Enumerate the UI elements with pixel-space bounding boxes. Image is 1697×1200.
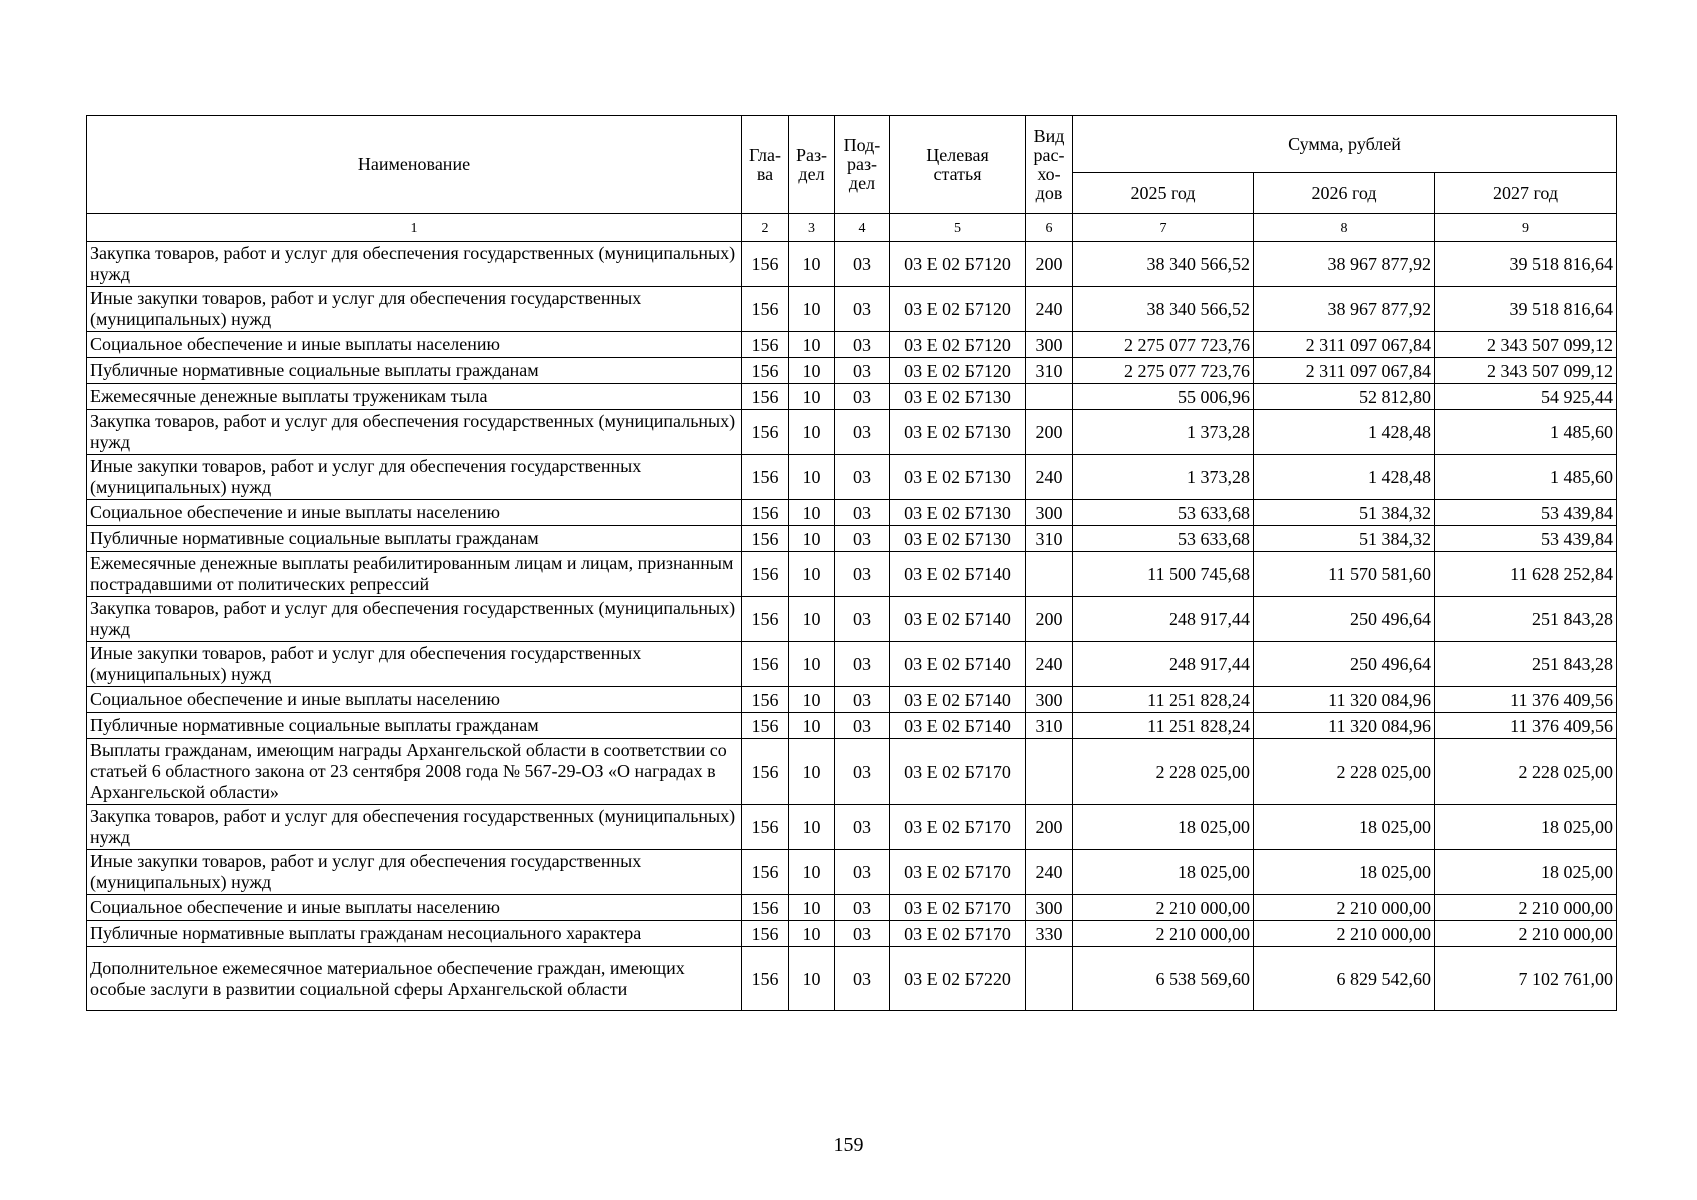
row-chapter: 156 xyxy=(742,242,789,287)
row-sum-2026: 2 228 025,00 xyxy=(1254,739,1435,805)
row-subsection: 03 xyxy=(835,287,890,332)
row-chapter: 156 xyxy=(742,500,789,526)
row-chapter: 156 xyxy=(742,921,789,947)
row-target: 03 Е 02 Б7130 xyxy=(890,384,1026,410)
row-expense-type: 300 xyxy=(1026,895,1073,921)
row-subsection: 03 xyxy=(835,526,890,552)
row-subsection: 03 xyxy=(835,805,890,850)
row-section: 10 xyxy=(789,850,835,895)
row-chapter: 156 xyxy=(742,332,789,358)
row-name: Публичные нормативные социальные выплаты гражданам xyxy=(87,713,742,739)
table-row xyxy=(87,242,1617,287)
header-subsection xyxy=(835,116,890,214)
table-row xyxy=(87,597,1617,642)
table-row xyxy=(87,642,1617,687)
page-number: 159 xyxy=(833,1134,864,1156)
row-sum-2027: 11 376 409,56 xyxy=(1435,713,1617,739)
row-sum-2026: 6 829 542,60 xyxy=(1254,947,1435,1011)
row-chapter: 156 xyxy=(742,642,789,687)
row-expense-type: 310 xyxy=(1026,526,1073,552)
row-target: 03 Е 02 Б7140 xyxy=(890,642,1026,687)
row-section: 10 xyxy=(789,597,835,642)
header-subsection-label: Под- раз- дел xyxy=(843,135,881,193)
row-subsection: 03 xyxy=(835,242,890,287)
row-section: 10 xyxy=(789,552,835,597)
row-name: Публичные нормативные выплаты гражданам несоциального характера xyxy=(87,921,742,947)
row-sum-2026: 38 967 877,92 xyxy=(1254,287,1435,332)
row-expense-type: 310 xyxy=(1026,358,1073,384)
row-sum-2026: 2 311 097 067,84 xyxy=(1254,332,1435,358)
row-sum-2026: 1 428,48 xyxy=(1254,410,1435,455)
table-row xyxy=(87,287,1617,332)
column-number: 6 xyxy=(1026,214,1073,242)
row-section: 10 xyxy=(789,242,835,287)
row-target: 03 Е 02 Б7140 xyxy=(890,597,1026,642)
column-number: 2 xyxy=(742,214,789,242)
row-chapter: 156 xyxy=(742,947,789,1011)
row-sum-2026: 2 210 000,00 xyxy=(1254,921,1435,947)
row-chapter: 156 xyxy=(742,526,789,552)
row-name: Иные закупки товаров, работ и услуг для обеспечения государственных (муниципальных) нужд xyxy=(87,287,742,332)
row-sum-2027: 7 102 761,00 xyxy=(1435,947,1617,1011)
row-sum-2027: 11 376 409,56 xyxy=(1435,687,1617,713)
row-sum-2025: 55 006,96 xyxy=(1073,384,1254,410)
table-row xyxy=(87,384,1617,410)
row-expense-type xyxy=(1026,947,1073,1011)
row-name: Социальное обеспечение и иные выплаты населению xyxy=(87,687,742,713)
row-sum-2025: 11 500 745,68 xyxy=(1073,552,1254,597)
header-chapter xyxy=(742,116,789,214)
row-sum-2025: 18 025,00 xyxy=(1073,850,1254,895)
row-sum-2027: 1 485,60 xyxy=(1435,410,1617,455)
row-sum-2025: 2 210 000,00 xyxy=(1073,921,1254,947)
row-subsection: 03 xyxy=(835,687,890,713)
row-section: 10 xyxy=(789,332,835,358)
row-chapter: 156 xyxy=(742,713,789,739)
row-target: 03 Е 02 Б7130 xyxy=(890,410,1026,455)
column-number: 9 xyxy=(1435,214,1617,242)
table-body xyxy=(87,242,1617,1011)
column-number-row xyxy=(87,214,1617,242)
row-target: 03 Е 02 Б7120 xyxy=(890,242,1026,287)
table-row xyxy=(87,895,1617,921)
row-subsection: 03 xyxy=(835,455,890,500)
row-subsection: 03 xyxy=(835,947,890,1011)
row-name: Закупка товаров, работ и услуг для обеспечения государственных (муниципальных) нужд xyxy=(87,805,742,850)
row-subsection: 03 xyxy=(835,597,890,642)
row-sum-2025: 248 917,44 xyxy=(1073,642,1254,687)
row-name: Социальное обеспечение и иные выплаты населению xyxy=(87,895,742,921)
row-chapter: 156 xyxy=(742,895,789,921)
row-target: 03 Е 02 Б7220 xyxy=(890,947,1026,1011)
row-sum-2025: 11 251 828,24 xyxy=(1073,687,1254,713)
row-chapter: 156 xyxy=(742,287,789,332)
row-target: 03 Е 02 Б7170 xyxy=(890,850,1026,895)
row-name: Иные закупки товаров, работ и услуг для обеспечения государственных (муниципальных) нужд xyxy=(87,642,742,687)
row-sum-2027: 251 843,28 xyxy=(1435,597,1617,642)
column-number: 3 xyxy=(789,214,835,242)
row-sum-2025: 1 373,28 xyxy=(1073,455,1254,500)
row-subsection: 03 xyxy=(835,895,890,921)
row-expense-type: 200 xyxy=(1026,410,1073,455)
row-target: 03 Е 02 Б7120 xyxy=(890,332,1026,358)
row-sum-2025: 1 373,28 xyxy=(1073,410,1254,455)
row-chapter: 156 xyxy=(742,410,789,455)
row-expense-type: 240 xyxy=(1026,287,1073,332)
table-row xyxy=(87,410,1617,455)
column-number: 5 xyxy=(890,214,1026,242)
header-section-label: Раз- дел xyxy=(795,144,828,184)
row-sum-2025: 2 275 077 723,76 xyxy=(1073,358,1254,384)
row-name: Публичные нормативные социальные выплаты гражданам xyxy=(87,358,742,384)
table-row xyxy=(87,455,1617,500)
row-expense-type: 240 xyxy=(1026,850,1073,895)
row-sum-2025: 11 251 828,24 xyxy=(1073,713,1254,739)
row-sum-2026: 38 967 877,92 xyxy=(1254,242,1435,287)
row-sum-2025: 18 025,00 xyxy=(1073,805,1254,850)
row-chapter: 156 xyxy=(742,552,789,597)
row-name: Публичные нормативные социальные выплаты гражданам xyxy=(87,526,742,552)
row-section: 10 xyxy=(789,739,835,805)
row-sum-2025: 53 633,68 xyxy=(1073,526,1254,552)
row-chapter: 156 xyxy=(742,597,789,642)
table-row xyxy=(87,805,1617,850)
row-target: 03 Е 02 Б7140 xyxy=(890,687,1026,713)
row-sum-2025: 2 228 025,00 xyxy=(1073,739,1254,805)
row-sum-2027: 54 925,44 xyxy=(1435,384,1617,410)
row-subsection: 03 xyxy=(835,552,890,597)
header-2026: 2026 год xyxy=(1254,173,1435,214)
table-row xyxy=(87,739,1617,805)
row-section: 10 xyxy=(789,455,835,500)
column-number: 7 xyxy=(1073,214,1254,242)
row-target: 03 Е 02 Б7130 xyxy=(890,500,1026,526)
row-target: 03 Е 02 Б7120 xyxy=(890,287,1026,332)
row-expense-type: 310 xyxy=(1026,713,1073,739)
row-name: Закупка товаров, работ и услуг для обеспечения государственных (муниципальных) нужд xyxy=(87,242,742,287)
row-expense-type: 200 xyxy=(1026,597,1073,642)
row-target: 03 Е 02 Б7170 xyxy=(890,895,1026,921)
row-name: Дополнительное ежемесячное материальное обеспечение граждан, имеющих особые заслуги в развитии социальной сферы Архангельской области xyxy=(87,947,742,1011)
row-subsection: 03 xyxy=(835,332,890,358)
row-expense-type: 200 xyxy=(1026,805,1073,850)
row-section: 10 xyxy=(789,921,835,947)
header-expense-type xyxy=(1026,116,1073,214)
table-row xyxy=(87,713,1617,739)
row-sum-2026: 250 496,64 xyxy=(1254,642,1435,687)
header-name: Наименование xyxy=(87,116,742,214)
header-chapter-label: Гла- ва xyxy=(748,144,782,184)
row-sum-2025: 38 340 566,52 xyxy=(1073,242,1254,287)
row-section: 10 xyxy=(789,287,835,332)
row-sum-2025: 38 340 566,52 xyxy=(1073,287,1254,332)
row-subsection: 03 xyxy=(835,713,890,739)
row-expense-type xyxy=(1026,384,1073,410)
row-subsection: 03 xyxy=(835,850,890,895)
row-sum-2026: 11 320 084,96 xyxy=(1254,713,1435,739)
table-row xyxy=(87,526,1617,552)
row-target: 03 Е 02 Б7120 xyxy=(890,358,1026,384)
row-expense-type: 240 xyxy=(1026,642,1073,687)
table-row xyxy=(87,850,1617,895)
row-target: 03 Е 02 Б7170 xyxy=(890,921,1026,947)
row-subsection: 03 xyxy=(835,384,890,410)
row-expense-type xyxy=(1026,739,1073,805)
table-row xyxy=(87,332,1617,358)
row-sum-2027: 53 439,84 xyxy=(1435,526,1617,552)
row-target: 03 Е 02 Б7170 xyxy=(890,739,1026,805)
row-sum-2027: 11 628 252,84 xyxy=(1435,552,1617,597)
row-subsection: 03 xyxy=(835,642,890,687)
row-name: Ежемесячные денежные выплаты труженикам тыла xyxy=(87,384,742,410)
row-target: 03 Е 02 Б7170 xyxy=(890,805,1026,850)
row-sum-2026: 52 812,80 xyxy=(1254,384,1435,410)
row-name: Закупка товаров, работ и услуг для обеспечения государственных (муниципальных) нужд xyxy=(87,410,742,455)
row-subsection: 03 xyxy=(835,739,890,805)
row-subsection: 03 xyxy=(835,921,890,947)
table-row xyxy=(87,552,1617,597)
row-sum-2027: 1 485,60 xyxy=(1435,455,1617,500)
row-sum-2027: 2 210 000,00 xyxy=(1435,921,1617,947)
row-sum-2027: 39 518 816,64 xyxy=(1435,287,1617,332)
row-sum-2027: 2 210 000,00 xyxy=(1435,895,1617,921)
row-sum-2027: 2 343 507 099,12 xyxy=(1435,358,1617,384)
row-section: 10 xyxy=(789,713,835,739)
row-sum-2027: 2 343 507 099,12 xyxy=(1435,332,1617,358)
row-sum-2027: 53 439,84 xyxy=(1435,500,1617,526)
row-target: 03 Е 02 Б7140 xyxy=(890,552,1026,597)
row-sum-2027: 18 025,00 xyxy=(1435,850,1617,895)
row-section: 10 xyxy=(789,805,835,850)
row-sum-2025: 6 538 569,60 xyxy=(1073,947,1254,1011)
row-expense-type: 200 xyxy=(1026,242,1073,287)
column-number: 4 xyxy=(835,214,890,242)
row-target: 03 Е 02 Б7130 xyxy=(890,455,1026,500)
budget-table xyxy=(86,115,1617,1011)
row-chapter: 156 xyxy=(742,687,789,713)
row-expense-type: 240 xyxy=(1026,455,1073,500)
row-name: Иные закупки товаров, работ и услуг для обеспечения государственных (муниципальных) нужд xyxy=(87,455,742,500)
row-section: 10 xyxy=(789,526,835,552)
row-subsection: 03 xyxy=(835,500,890,526)
header-expense-type-label: Вид рас- хо- дов xyxy=(1033,125,1065,203)
row-chapter: 156 xyxy=(742,739,789,805)
column-number: 1 xyxy=(87,214,742,242)
row-sum-2026: 18 025,00 xyxy=(1254,850,1435,895)
header-target-label: Целевая статья xyxy=(926,144,989,184)
row-name: Выплаты гражданам, имеющим награды Архангельской области в соответствии со статьей 6 областного закона от 23 сентября 2008 года № 567-29-ОЗ «О наградах в Архангельской области» xyxy=(87,739,742,805)
row-chapter: 156 xyxy=(742,358,789,384)
row-name: Закупка товаров, работ и услуг для обеспечения государственных (муниципальных) нужд xyxy=(87,597,742,642)
header-target xyxy=(890,116,1026,214)
row-expense-type: 330 xyxy=(1026,921,1073,947)
table-row xyxy=(87,947,1617,1011)
row-sum-2026: 11 570 581,60 xyxy=(1254,552,1435,597)
column-number: 8 xyxy=(1254,214,1435,242)
header-2025: 2025 год xyxy=(1073,173,1254,214)
row-section: 10 xyxy=(789,947,835,1011)
row-sum-2026: 51 384,32 xyxy=(1254,526,1435,552)
row-section: 10 xyxy=(789,410,835,455)
row-sum-2027: 2 228 025,00 xyxy=(1435,739,1617,805)
table-row xyxy=(87,358,1617,384)
row-section: 10 xyxy=(789,358,835,384)
row-name: Социальное обеспечение и иные выплаты населению xyxy=(87,500,742,526)
row-chapter: 156 xyxy=(742,384,789,410)
row-sum-2026: 2 311 097 067,84 xyxy=(1254,358,1435,384)
row-expense-type: 300 xyxy=(1026,332,1073,358)
row-sum-2026: 18 025,00 xyxy=(1254,805,1435,850)
row-sum-2027: 18 025,00 xyxy=(1435,805,1617,850)
header-2027: 2027 год xyxy=(1435,173,1617,214)
row-subsection: 03 xyxy=(835,358,890,384)
table-row xyxy=(87,921,1617,947)
row-expense-type: 300 xyxy=(1026,687,1073,713)
row-sum-2025: 2 275 077 723,76 xyxy=(1073,332,1254,358)
header-section xyxy=(789,116,835,214)
row-target: 03 Е 02 Б7130 xyxy=(890,526,1026,552)
row-expense-type: 300 xyxy=(1026,500,1073,526)
row-subsection: 03 xyxy=(835,410,890,455)
table-row xyxy=(87,687,1617,713)
row-sum-2026: 11 320 084,96 xyxy=(1254,687,1435,713)
row-expense-type xyxy=(1026,552,1073,597)
row-sum-2026: 51 384,32 xyxy=(1254,500,1435,526)
row-chapter: 156 xyxy=(742,805,789,850)
row-sum-2026: 1 428,48 xyxy=(1254,455,1435,500)
row-chapter: 156 xyxy=(742,455,789,500)
row-chapter: 156 xyxy=(742,850,789,895)
header-sum: Сумма, рублей xyxy=(1073,116,1617,173)
row-sum-2025: 2 210 000,00 xyxy=(1073,895,1254,921)
row-target: 03 Е 02 Б7140 xyxy=(890,713,1026,739)
row-sum-2026: 2 210 000,00 xyxy=(1254,895,1435,921)
row-sum-2027: 251 843,28 xyxy=(1435,642,1617,687)
row-section: 10 xyxy=(789,642,835,687)
row-sum-2025: 248 917,44 xyxy=(1073,597,1254,642)
row-sum-2025: 53 633,68 xyxy=(1073,500,1254,526)
row-section: 10 xyxy=(789,500,835,526)
row-sum-2026: 250 496,64 xyxy=(1254,597,1435,642)
row-section: 10 xyxy=(789,687,835,713)
row-section: 10 xyxy=(789,895,835,921)
row-name: Иные закупки товаров, работ и услуг для обеспечения государственных (муниципальных) нужд xyxy=(87,850,742,895)
table-row xyxy=(87,500,1617,526)
row-sum-2027: 39 518 816,64 xyxy=(1435,242,1617,287)
row-section: 10 xyxy=(789,384,835,410)
row-name: Социальное обеспечение и иные выплаты населению xyxy=(87,332,742,358)
row-name: Ежемесячные денежные выплаты реабилитированным лицам и лицам, признанным пострадавшими от политических репрессий xyxy=(87,552,742,597)
